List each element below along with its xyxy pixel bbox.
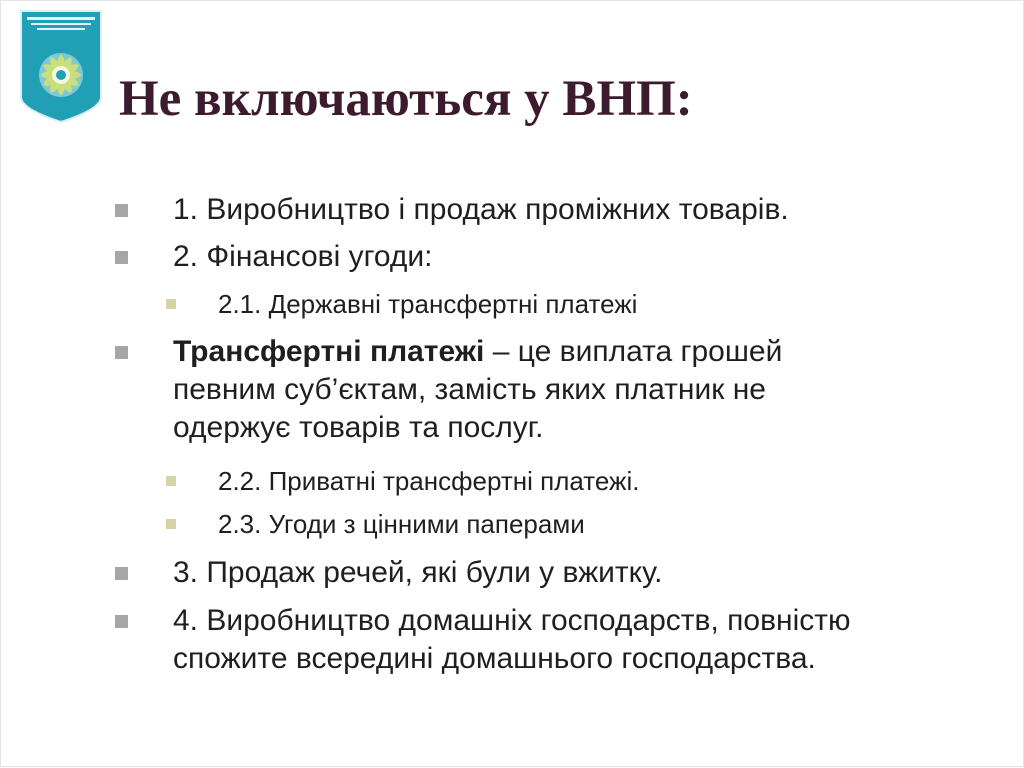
bullet-square-icon <box>115 615 128 628</box>
list-item-text: 2.3. Угоди з цінними паперами <box>218 509 585 539</box>
bullet-list <box>1 1 1024 768</box>
definition-text-line-1: – це виплата грошей <box>484 335 783 368</box>
sub-bullet-square-icon <box>166 519 176 529</box>
bullet-square-icon <box>115 204 128 217</box>
definition-term: Трансфертні платежі <box>173 335 485 368</box>
list-item-text: 2.1. Державні трансфертні платежі <box>218 289 638 319</box>
list-item-intermediate-goods <box>173 191 789 229</box>
list-item-household-production <box>173 602 850 678</box>
definition-text-line-2: певним суб’єктам, замість яких платник не <box>173 373 766 406</box>
list-item-text: 2.2. Приватні трансфертні платежі. <box>218 466 640 496</box>
sub-list-item-state-transfers <box>218 287 637 321</box>
list-item-financial-deals <box>173 238 433 276</box>
list-item-used-goods <box>173 554 662 592</box>
list-item-text-line-2: спожите всередині домашнього господарства. <box>173 642 816 675</box>
list-item-text: 3. Продаж речей, які були у вжитку. <box>173 556 663 589</box>
sub-list-item-private-transfers <box>218 464 639 498</box>
bullet-square-icon <box>115 346 128 359</box>
bullet-square-icon <box>115 567 128 580</box>
bullet-square-icon <box>115 251 128 264</box>
list-item-text: 1. Виробництво і продаж проміжних товарів. <box>173 193 789 226</box>
list-item-text: 2. Фінансові угоди: <box>173 240 433 273</box>
list-item-transfer-definition <box>173 333 782 447</box>
slide-title: Не включаються у ВНП: <box>119 71 693 127</box>
sub-bullet-square-icon <box>166 299 176 309</box>
sub-list-item-securities-deals <box>218 507 585 541</box>
definition-text-line-3: одержує товарів та послуг. <box>173 411 544 444</box>
list-item-text-line-1: 4. Виробництво домашніх господарств, повністю <box>173 604 851 637</box>
sub-bullet-square-icon <box>166 476 176 486</box>
